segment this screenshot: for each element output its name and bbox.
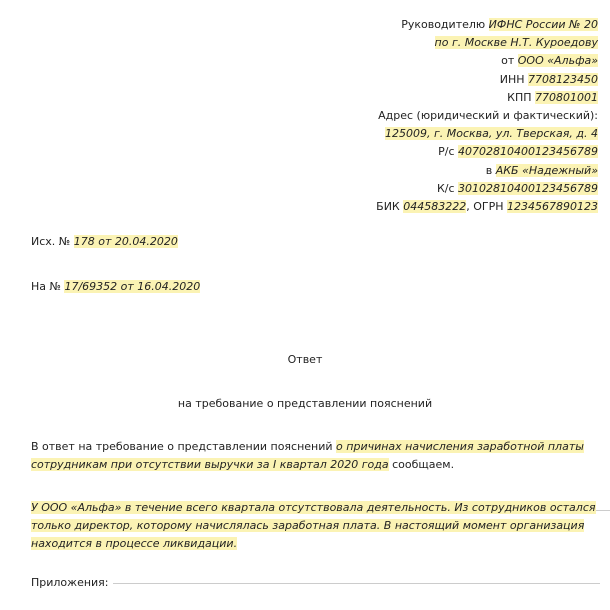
address-label: Адрес (юридический и фактический):: [378, 109, 598, 123]
address-value: 125009, г. Москва, ул. Тверская, д. 4: [384, 127, 598, 141]
recipient-label: Руководителю: [401, 18, 489, 31]
ogrn-value: 1234567890123: [507, 200, 598, 214]
attachments-label: Приложения:: [31, 576, 109, 589]
p2-line-3: находится в процессе ликвидации.: [31, 537, 238, 550]
paragraph-2: [31, 499, 596, 553]
paragraph-2-line-1: [31, 499, 596, 517]
p2-line-2: только директор, которому начислялась заработная плата. В настоящий момент организация: [31, 519, 585, 532]
kpp-label: КПП: [507, 90, 535, 104]
sender-line: [376, 52, 598, 70]
bik-value: 044583222: [403, 200, 467, 214]
account-value: 40702810400123456789: [458, 145, 598, 159]
inn-label: ИНН: [499, 72, 528, 86]
attachments-line: [113, 583, 600, 584]
ogrn-label: , ОГРН: [466, 200, 508, 214]
p1-highlight: о причинах начисления заработной платы: [336, 440, 584, 453]
outgoing-ref: [31, 235, 178, 248]
p1-text: В ответ на требование о представлении пояснений: [31, 440, 337, 453]
inn-line: [376, 71, 598, 89]
inn-value: 7708123450: [528, 72, 598, 86]
paragraph-1-line-1: [31, 438, 584, 456]
incoming-ref: [31, 280, 200, 293]
bik-ogrn-line: [376, 198, 598, 216]
bik-label: БИК: [376, 200, 404, 214]
recipient-header: [376, 16, 598, 216]
paragraph-2-line-3: [31, 535, 596, 553]
bank-line: [376, 162, 598, 180]
outgoing-ref-label: Исх. №: [31, 235, 74, 248]
p1-text-2: сообщаем.: [388, 458, 455, 471]
sender-value: ООО «Альфа»: [517, 54, 598, 68]
recipient-name: по г. Москве Н.Т. Куроедову: [434, 36, 598, 50]
kpp-line: [376, 89, 598, 107]
outgoing-ref-value: 178 от 20.04.2020: [73, 235, 178, 248]
bank-label: в: [485, 163, 496, 177]
recipient-line: [376, 16, 598, 34]
corr-value: 30102810400123456789: [458, 181, 598, 195]
recipient-value: ИФНС России № 20: [488, 18, 598, 31]
document-subtitle: на требование о представлении пояснений: [177, 397, 433, 410]
sender-label: от: [501, 54, 518, 68]
corr-label: К/с: [436, 181, 459, 195]
incoming-ref-value: 17/69352 от 16.04.2020: [64, 280, 201, 293]
recipient-name-line: [376, 34, 598, 52]
paragraph-2-line-2: [31, 517, 596, 535]
p1-highlight-2: сотрудникам при отсутствии выручки за I квартал 2020 года: [31, 458, 389, 471]
paragraph-1: [31, 438, 584, 474]
address-line: [376, 125, 598, 143]
incoming-ref-label: На №: [31, 280, 65, 293]
corr-line: [376, 180, 598, 198]
bank-value: АКБ «Надежный»: [495, 163, 598, 177]
account-label: Р/с: [438, 145, 459, 159]
paragraph-1-line-2: [31, 456, 584, 474]
kpp-value: 770801001: [535, 90, 598, 104]
account-line: [376, 143, 598, 161]
document-title: Ответ: [287, 353, 323, 366]
p2-line-1: У ООО «Альфа» в течение всего квартала отсутствовала деятельность. Из сотрудников остался: [31, 501, 596, 514]
